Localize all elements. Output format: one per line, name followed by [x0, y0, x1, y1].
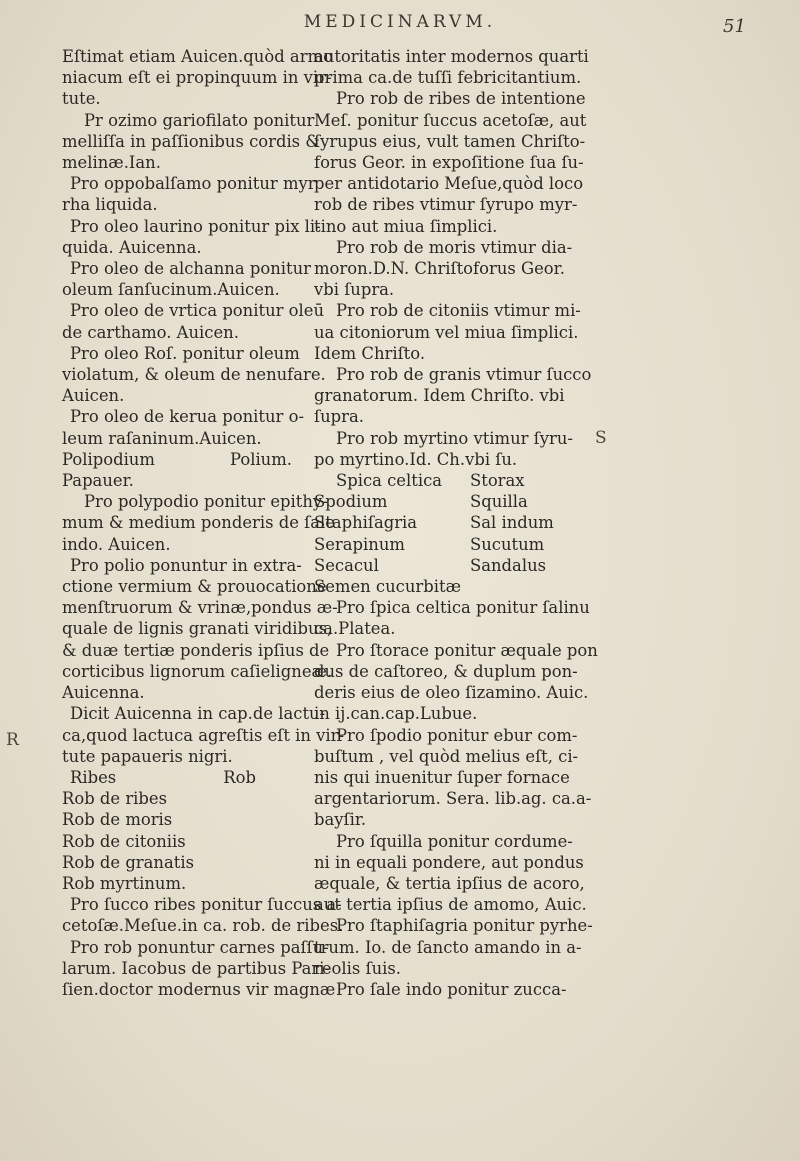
right-text-block-a	[314, 46, 592, 470]
text-line: Meſ. ponitur ſuccus acetoſæ, aut	[314, 110, 587, 130]
text-line: tute papaueris nigri.	[62, 746, 233, 766]
text-line: per antidotario Meſue,quòd loco	[314, 174, 584, 194]
text-line: rob de ribes vtimur ſyrupo myr-	[314, 195, 578, 215]
herb-name: Squilla	[470, 492, 528, 512]
text-line: Pro oleo de vrtica ponitur oleū	[70, 301, 325, 321]
text-line: Pro ſpica celtica ponitur ſalinu	[336, 598, 590, 618]
text-line: Auicen.	[62, 386, 125, 406]
text-line: Pro oleo Roſ. ponitur oleum	[70, 343, 300, 363]
text-line: aut tertia ipſius de amomo, Auic.	[314, 895, 587, 915]
text-line: Papauer.	[62, 471, 134, 491]
text-line: Eſtimat etiam Auicen.quòd armo	[62, 47, 333, 66]
text-line: buſtum , vel quòd melius eſt, ci-	[314, 746, 579, 766]
text-line: Rob de citoniis	[62, 831, 186, 851]
text-line: Pro rob myrtino vtimur ſyru-	[336, 428, 573, 448]
text-line: de carthamo. Auicen.	[62, 322, 239, 342]
text-line: argentariorum. Sera. lib.ag. ca.a-	[314, 789, 592, 809]
text-line: niacum eſt ei propinquum in vir-	[62, 68, 332, 88]
herb-name: Ribes	[70, 767, 117, 787]
text-line: deris eius de oleo ſizamino. Auic.	[314, 683, 589, 703]
text-line: Pro rob de citoniis vtimur mi-	[336, 301, 581, 321]
text-line: larum. Iacobus de partibus Pari-	[62, 958, 331, 978]
text-line: forus Geor. in expoſitione ſua ſu-	[314, 153, 584, 173]
text-line: Pro polio ponuntur in extra-	[70, 555, 302, 575]
text-line: ca,quod lactuca agreſtis eſt in vir-	[62, 725, 345, 745]
text-line: Pro polypodio ponitur epithy-	[84, 492, 328, 512]
herb-pair-line	[314, 534, 576, 555]
herb-pair-line	[314, 512, 576, 533]
text-line: Rob de granatis	[62, 852, 194, 872]
text-line: reolis ſuis.	[314, 958, 401, 978]
herb-pair-line	[62, 449, 314, 470]
text-line: Pro ſtorace ponitur æquale pon	[336, 640, 598, 660]
text-line: Pro rob de ribes de intentione	[336, 89, 586, 109]
text-line: corticibus lignorum caſieligneæ.	[62, 661, 333, 681]
text-line: Pro oleo de kerua ponitur o-	[70, 407, 304, 427]
margin-letter-r: R	[6, 730, 19, 750]
text-line: rha liquida.	[62, 195, 158, 215]
text-line: prima ca.de tuſſi febricitantium.	[314, 68, 582, 88]
text-line: Pro ſquilla ponitur cordume-	[336, 831, 573, 851]
text-line: tute.	[62, 89, 101, 109]
text-line: dus de caſtoreo, & duplum pon-	[314, 661, 578, 681]
left-text-block-a	[62, 46, 333, 449]
text-line: Pro oleo de alchanna ponitur	[70, 259, 311, 279]
text-line: cetoſæ.Meſue.in ca. rob. de ribes.	[62, 916, 344, 936]
text-line: quale de lignis granati viridibus,	[62, 619, 333, 639]
text-line: ſupra.	[314, 407, 364, 427]
text-line: mum & medium ponderis de ſale	[62, 513, 335, 533]
right-column	[314, 46, 598, 1000]
herb-name: Secacul	[314, 555, 379, 575]
text-line: Idem Chriſto.	[314, 343, 426, 363]
text-line: granatorum. Idem Chriſto. vbi	[314, 386, 565, 406]
text-line: bayſir.	[314, 810, 367, 830]
text-line: Pr ozimo gariofilato ponitur	[84, 110, 315, 130]
text-line: melinæ.Ian.	[62, 153, 161, 173]
text-line: oleum ſanſucinum.Auicen.	[62, 280, 280, 300]
text-line: & duæ tertiæ ponderis ipſius de	[62, 640, 330, 660]
text-line: Pro oleo laurino ponitur pix li-	[70, 216, 321, 236]
text-line: vbi ſupra.	[314, 280, 395, 300]
text-line: Pro ſtaphiſagria ponitur pyrhe-	[336, 916, 593, 936]
herb-name: Storax	[470, 471, 525, 491]
text-line: Pro ſucco ribes ponitur ſuccus a-	[70, 895, 342, 915]
herb-name: Spodium	[314, 492, 388, 512]
text-line: ſyrupus eius, vult tamen Chriſto-	[314, 131, 586, 151]
text-line: ca.Platea.	[314, 619, 396, 639]
herb-name: Polipodium	[62, 449, 155, 469]
herb-name: Spica celtica	[336, 471, 443, 491]
text-line: ni in equali pondere, aut pondus	[314, 852, 584, 872]
herb-name: Staphiſagria	[314, 513, 418, 533]
text-line: Pro rob ponuntur carnes paſſu-	[70, 937, 329, 957]
herb-pair-line	[314, 470, 576, 491]
text-line: ſien.doctor modernus vir magnæ	[62, 979, 336, 999]
herb-name: Polium.	[229, 449, 292, 469]
text-line: Pro ſale indo ponitur zucca-	[336, 979, 567, 999]
text-line: ctione vermium & prouocatione	[62, 577, 327, 597]
text-line: nis qui inuenitur ſuper fornace	[314, 767, 570, 787]
text-line: indo. Auicen.	[62, 534, 171, 554]
text-line: trum. Io. de ſancto amando in a-	[314, 937, 582, 957]
herb-pair-line	[314, 491, 576, 512]
text-line: tino aut miua ſimplici.	[314, 216, 498, 236]
text-line: melliſſa in paſſionibus cordis &	[62, 131, 320, 151]
herb-name: Sal indum	[470, 513, 554, 533]
text-line: po myrtino.Id. Ch.vbi ſu.	[314, 449, 518, 469]
left-text-block-b	[62, 470, 345, 767]
text-line: moron.D.N. Chriſtoforus Geor.	[314, 259, 565, 279]
text-line: Semen cucurbitæ	[314, 577, 461, 597]
herb-name: Serapinum	[314, 534, 405, 554]
text-line: leum raſaninum.Auicen.	[62, 428, 262, 448]
text-line: Rob de moris	[62, 810, 173, 830]
margin-letter-s: S	[595, 428, 607, 448]
text-line: Dicit Auicenna in cap.de lactu-	[70, 704, 326, 724]
text-line: ua citoniorum vel miua ſimplici.	[314, 322, 579, 342]
text-line: Rob de ribes	[62, 789, 167, 809]
herb-list	[314, 470, 576, 576]
text-line: autoritatis inter modernos quarti	[314, 47, 589, 66]
text-line: æquale, & tertia ipſius de acoro,	[314, 873, 585, 893]
herb-pair-line	[62, 767, 314, 788]
text-line: quida. Auicenna.	[62, 237, 202, 257]
text-line: Pro oppobalſamo ponitur myr	[70, 174, 316, 194]
herb-name: Sandalus	[470, 555, 547, 575]
page-number: 51	[723, 16, 746, 37]
herb-pair-line	[314, 555, 576, 576]
herb-name: Rob	[223, 767, 256, 787]
text-line: Pro rob de granis vtimur ſucco	[336, 365, 592, 385]
right-text-block-b	[314, 576, 598, 1000]
running-title: MEDICINARVM.	[303, 12, 497, 32]
text-line: Pro rob de moris vtimur dia-	[336, 237, 573, 257]
text-line: Rob myrtinum.	[62, 873, 187, 893]
text-line: Pro ſpodio ponitur ebur com-	[336, 725, 578, 745]
text-line: in ij.can.cap.Lubue.	[314, 704, 478, 724]
text-line: violatum, & oleum de nenufare.	[62, 365, 326, 385]
text-line: menſtruorum & vrinæ,pondus æ-	[62, 598, 338, 618]
text-line: Auicenna.	[62, 683, 145, 703]
herb-name: Sucutum	[470, 534, 545, 554]
